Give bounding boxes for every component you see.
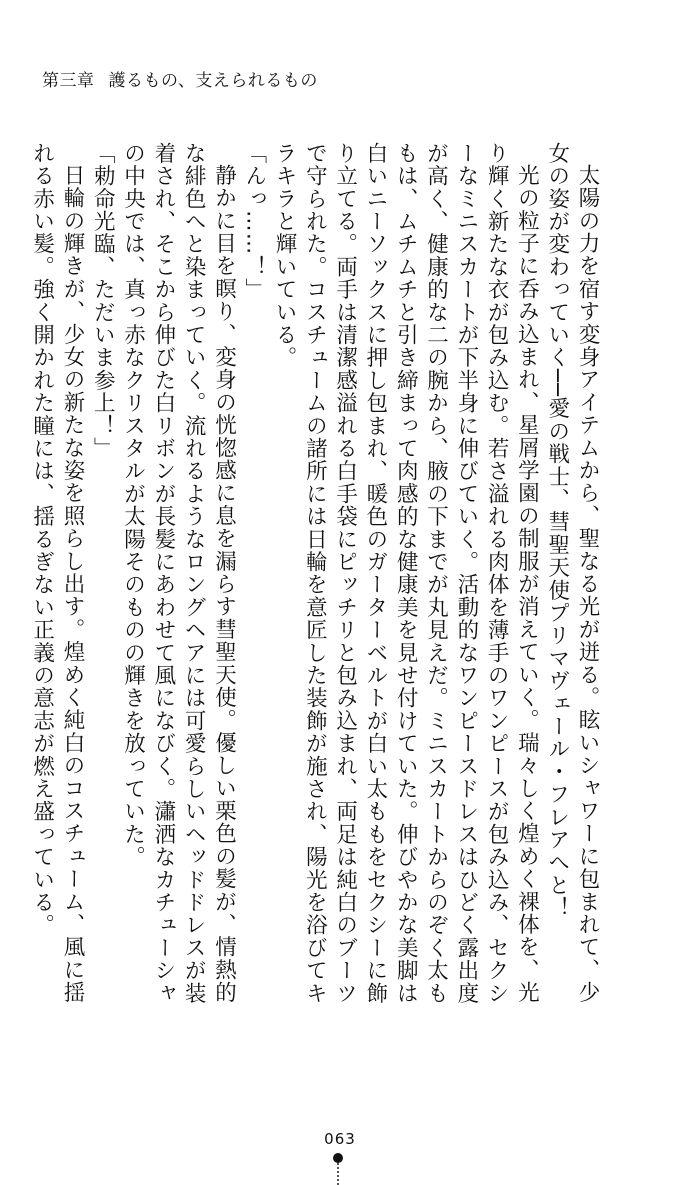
body-text [26,142,602,1022]
paragraph: 静かに目を瞑り、変身の恍惚感に息を漏らす彗聖天使。優しい栗色の髪が、情熱的な緋色へと染まっていく。流れるようなロングヘアには可愛らしいヘッドドレスが装着され、そこから伸びた白リボンが長髪にあわせて風になびく。瀟洒なカチューシャの中央では、真っ赤なクリスタルが太陽そのものの輝きを放っていた。 [120,142,237,1005]
chapter-title: 護るもの、支えられるもの [108,71,318,91]
dialogue-line: 「んっ……！」 [241,142,267,301]
paragraph: 光の粒子に呑み込まれ、星屑学園の制服が消えていく。瑞々しく煌めく裸体を、光り輝く新たな衣が包み込む。若さ溢れる肉体を薄手のワンピースが包み込み、セクシーなミニスカートが下半身に伸びていく。活動的なワンピースドレスはひどく露出度が高く、健康的な二の腕から、腋の下までが丸見えだ。ミニスカートからのぞく太ももは、ムチムチと引き締まって肉感的な健康美を見せ付けていた。伸びやかな美脚は白いニーソックスに押し包まれ、暖色のガーターベルトが白い太ももをセクシーに飾り立てる。両手は清潔感溢れる白手袋にピッチリと包み込まれ、両足は純白のブーツで守られた。コスチュームの諸所には日輪を意匠した装飾が施され、陽光を浴びてキラキラと輝いている。 [272,142,540,1005]
page-marker-line [337,1163,339,1185]
page-number: 063 [324,1130,356,1148]
dialogue-line: 「勅命光臨、ただいま参上！」 [90,142,116,460]
paragraph: 太陽の力を宿す変身アイテムから、聖なる光が迸る。眩いシャワーに包まれて、少女の姿が変わっていく──愛の戦士、彗聖天使プリマヴェール・フレアへと！ [544,142,600,1004]
running-header [42,66,318,91]
chapter-number: 第三章 [42,71,95,91]
page-marker-dot-icon [333,1153,343,1163]
paragraph: 日輪の輝きが、少女の新たな姿を照らし出す。煌めく純白のコスチューム、風に揺れる赤い髪。強く開かれた瞳には、揺るぎない正義の意志が燃え盛っている。 [29,142,85,1004]
